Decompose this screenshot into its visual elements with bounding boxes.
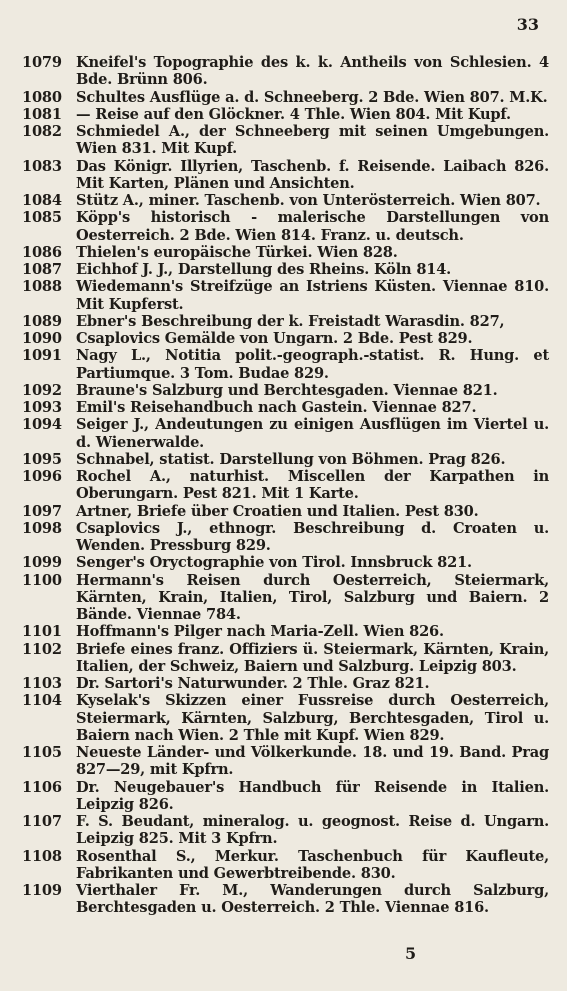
entry-number: 1104	[22, 692, 62, 710]
catalog-entry	[0, 692, 567, 744]
entry-number: 1100	[22, 571, 62, 589]
entry-number: 1091	[22, 347, 62, 365]
catalog-entry	[0, 278, 567, 313]
entry-number: 1103	[22, 675, 62, 692]
entry-number: 1080	[22, 88, 62, 106]
catalog-entry	[0, 451, 567, 468]
entry-text: Kneifel's Topographie des k. k. Antheils von Schlesien. 4 Bde. Brünn 806.	[76, 54, 549, 89]
entry-number: 1107	[22, 813, 62, 830]
catalog-entry	[0, 123, 567, 158]
catalog-entry	[0, 641, 567, 676]
entry-text: Schultes Ausflüge a. d. Schneeberg. 2 Bde. Wien 807. M.K.	[76, 88, 548, 106]
catalog-entries	[0, 54, 567, 917]
catalog-entry	[0, 158, 567, 193]
entry-number: 1094	[22, 416, 62, 434]
catalog-entry	[0, 882, 567, 917]
catalog-entry	[0, 416, 567, 451]
entry-text: Stütz A., miner. Taschenb. von Unterösterreich. Wien 807.	[76, 192, 541, 209]
catalog-entry	[0, 779, 567, 814]
entry-number: 1108	[22, 847, 62, 865]
catalog-entry	[0, 848, 567, 883]
entry-number: 1097	[22, 502, 62, 520]
entry-text: Emil's Reisehandbuch nach Gastein. Viennae 827.	[76, 399, 477, 416]
entry-text: Braune's Salzburg und Berchtesgaden. Viennae 821.	[76, 381, 498, 399]
entry-number: 1109	[22, 882, 62, 899]
signature-mark: 5	[405, 944, 417, 963]
entry-text: Dr. Sartori's Naturwunder. 2 Thle. Graz 821.	[76, 675, 430, 692]
entry-text: Hermann's Reisen durch Oesterreich, Steiermark, Kärnten, Krain, Italien, Tirol, Salzburg und Baiern. 2 Bände. Viennae 784.	[76, 571, 549, 623]
page-number: 33	[516, 15, 539, 34]
catalog-entry	[0, 347, 567, 382]
catalog-entry	[0, 468, 567, 503]
entry-number: 1099	[22, 554, 62, 572]
catalog-entry	[0, 623, 567, 640]
catalog-entry	[0, 89, 567, 106]
entry-text: Seiger J., Andeutungen zu einigen Ausflügen im Viertel u. d. Wienerwalde.	[76, 416, 549, 451]
catalog-entry	[0, 54, 567, 89]
catalog-entry	[0, 106, 567, 123]
entry-text: Schnabel, statist. Darstellung von Böhmen. Prag 826.	[76, 450, 506, 468]
entry-text: Thielen's europäische Türkei. Wien 828.	[76, 243, 398, 261]
catalog-entry	[0, 572, 567, 624]
entry-number: 1088	[22, 278, 62, 296]
entry-text: Dr. Neugebauer's Handbuch für Reisende in Italien. Leipzig 826.	[76, 778, 549, 813]
entry-number: 1084	[22, 192, 62, 209]
entry-text: — Reise auf den Glöckner. 4 Thle. Wien 804. Mit Kupf.	[76, 105, 511, 123]
entry-text: Rochel A., naturhist. Miscellen der Karpathen in Oberungarn. Pest 821. Mit 1 Karte.	[76, 468, 549, 503]
entry-text: Köpp's historisch - malerische Darstellungen von Oesterreich. 2 Bde. Wien 814. Franz. u. deutsch.	[76, 209, 549, 244]
entry-number: 1096	[22, 468, 62, 485]
entry-text: Vierthaler Fr. M., Wanderungen durch Salzburg, Berchtesgaden u. Oesterreich. 2 Thle. Viennae 816.	[76, 882, 549, 917]
catalog-entry	[0, 744, 567, 779]
entry-text: Hoffmann's Pilger nach Maria-Zell. Wien 826.	[76, 623, 444, 641]
entry-number: 1098	[22, 519, 62, 537]
catalog-entry	[0, 399, 567, 416]
entry-text: Ebner's Beschreibung der k. Freistadt Warasdin. 827,	[76, 312, 505, 330]
entry-text: Schmiedel A., der Schneeberg mit seinen Umgebungen. Wien 831. Mit Kupf.	[76, 123, 549, 158]
entry-number: 1092	[22, 381, 62, 399]
entry-text: Wiedemann's Streifzüge an Istriens Küsten. Viennae 810. Mit Kupferst.	[76, 278, 549, 313]
entry-text: Nagy L., Notitia polit.-geograph.-statist. R. Hung. et Partiumque. 3 Tom. Budae 829.	[76, 347, 549, 382]
entry-text: Csaplovics J., ethnogr. Beschreibung d. Croaten u. Wenden. Pressburg 829.	[76, 519, 549, 554]
entry-text: Csaplovics Gemälde von Ungarn. 2 Bde. Pest 829.	[76, 330, 473, 347]
catalog-entry	[0, 520, 567, 555]
catalog-entry	[0, 244, 567, 261]
entry-number: 1106	[22, 778, 62, 796]
entry-text: Das Königr. Illyrien, Taschenb. f. Reisende. Laibach 826. Mit Karten, Plänen und Ansichten.	[76, 157, 549, 192]
catalog-entry	[0, 503, 567, 520]
entry-text: F. S. Beudant, mineralog. u. geognost. Reise d. Ungarn. Leipzig 825. Mit 3 Kpfrn.	[76, 813, 549, 848]
entry-text: Eichhof J. J., Darstellung des Rheins. Köln 814.	[76, 261, 452, 278]
entry-number: 1105	[22, 744, 62, 761]
entry-number: 1093	[22, 399, 62, 416]
catalog-entry	[0, 313, 567, 330]
entry-number: 1079	[22, 54, 62, 71]
entry-text: Rosenthal S., Merkur. Taschenbuch für Kaufleute, Fabrikanten und Gewerbtreibende. 830.	[76, 847, 549, 882]
catalog-entry	[0, 192, 567, 209]
catalog-entry	[0, 209, 567, 244]
catalog-entry	[0, 554, 567, 571]
entry-text: Briefe eines franz. Offiziers ü. Steiermark, Kärnten, Krain, Italien, der Schweiz, Baiern und Salzburg. Leipzig 803.	[76, 640, 549, 675]
catalog-entry	[0, 382, 567, 399]
catalog-entry	[0, 813, 567, 848]
catalog-entry	[0, 330, 567, 347]
entry-number: 1087	[22, 261, 62, 278]
entry-number: 1085	[22, 209, 62, 227]
entry-number: 1086	[22, 243, 62, 261]
entry-text: Neueste Länder- und Völkerkunde. 18. und 19. Band. Prag 827—29, mit Kpfrn.	[76, 744, 549, 779]
entry-number: 1082	[22, 123, 62, 140]
entry-text: Senger's Oryctographie von Tirol. Innsbruck 821.	[76, 554, 472, 572]
catalog-entry	[0, 675, 567, 692]
entry-number: 1089	[22, 312, 62, 330]
entry-number: 1101	[22, 623, 62, 641]
entry-number: 1083	[22, 157, 62, 175]
entry-number: 1090	[22, 330, 62, 347]
entry-text: Kyselak's Skizzen einer Fussreise durch Oesterreich, Steiermark, Kärnten, Salzburg, Berchtesgaden, Tirol u. Baiern nach Wien. 2 Thle mit Kupf. Wien 829.	[76, 692, 549, 744]
entry-text: Artner, Briefe über Croatien und Italien. Pest 830.	[76, 502, 479, 520]
catalog-entry	[0, 261, 567, 278]
entry-number: 1081	[22, 105, 62, 123]
entry-number: 1102	[22, 640, 62, 658]
entry-number: 1095	[22, 450, 62, 468]
